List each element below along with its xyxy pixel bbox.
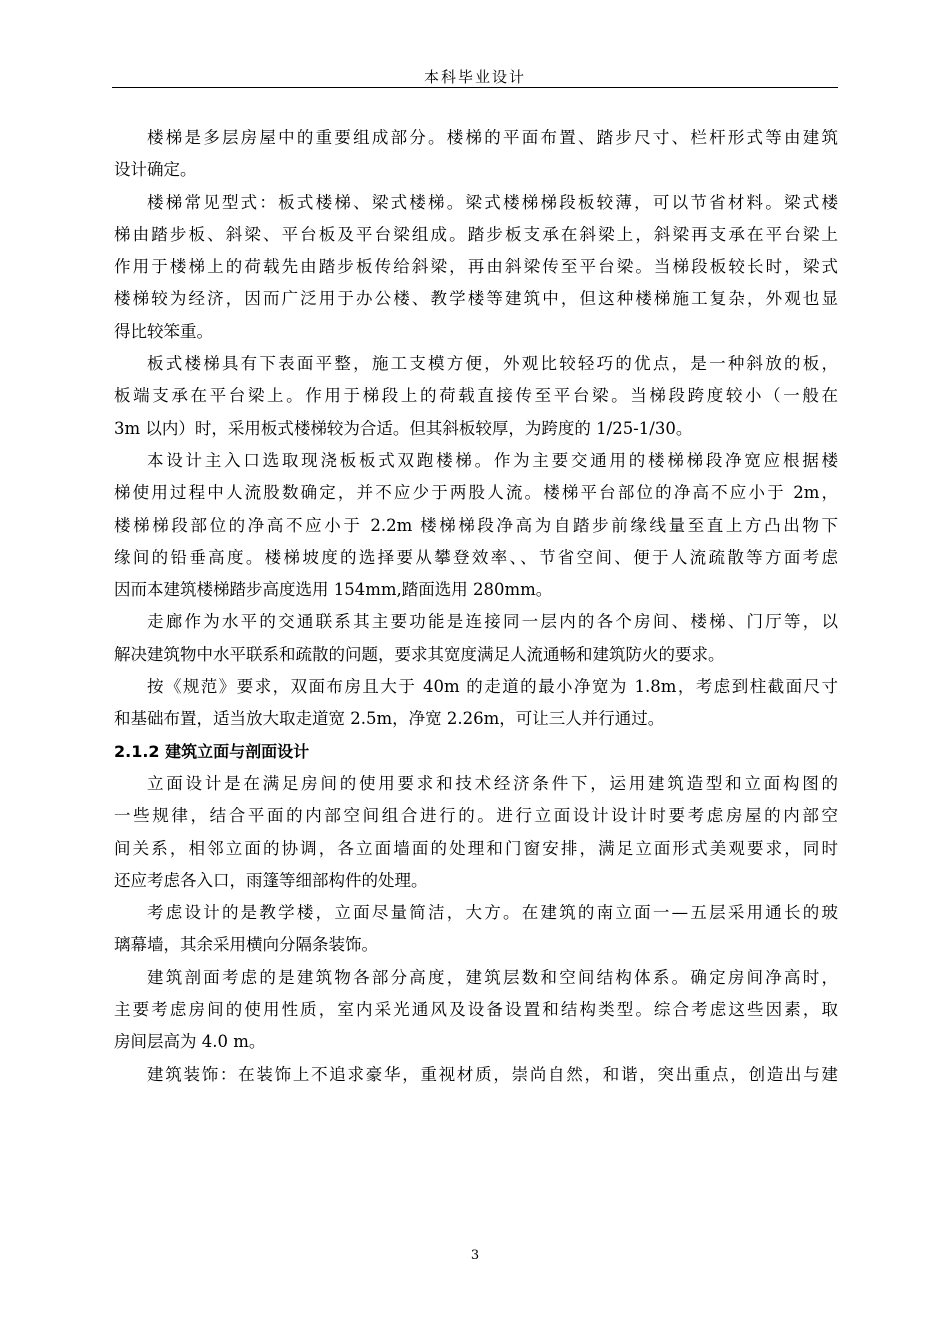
paragraph-corridor-width xyxy=(114,671,838,736)
text-line: 梯由踏步板、斜梁、平台板及平台梁组成。踏步板支承在斜梁上，斜梁再支承在平台梁上 xyxy=(114,224,838,244)
paragraph-stair-types xyxy=(114,187,838,348)
text-line: 房间层高为 4.0 m。 xyxy=(114,1032,266,1052)
text-line: 走廊作为水平的交通联系其主要功能是连接同一层内的各个房间、楼梯、门厅等，以 xyxy=(147,612,838,632)
text-line: 梯使用过程中人流股数确定，并不应少于两股人流。楼梯平台部位的净高不应小于 2m， xyxy=(114,483,838,503)
paragraph-section-design xyxy=(114,962,838,1059)
text-line: 立面设计是在满足房间的使用要求和技术经济条件下，运用建筑造型和立面构图的 xyxy=(147,773,838,793)
text-line: 考虑设计的是教学楼，立面尽量简洁，大方。在建筑的南立面一—五层采用通长的玻 xyxy=(147,903,838,923)
text-line: 建筑剖面考虑的是建筑物各部分高度，建筑层数和空间结构体系。确定房间净高时， xyxy=(147,967,838,987)
paragraph-main-entrance-stairs xyxy=(114,445,838,606)
page-header-title: 本科毕业设计 xyxy=(423,68,526,86)
text-line: 本设计主入口选取现浇板板式双跑楼梯。作为主要交通用的楼梯梯段净宽应根据楼 xyxy=(147,450,838,470)
text-line: 按《规范》要求，双面布房且大于 40m 的走道的最小净宽为 1.8m，考虑到柱截面尺寸 xyxy=(147,677,838,697)
text-line: 作用于楼梯上的荷载先由踏步板传给斜梁，再由斜梁传至平台梁。当梯段板较长时，梁式 xyxy=(114,257,838,277)
text-line: 一些规律，结合平面的内部空间组合进行的。进行立面设计设计时要考虑房屋的内部空 xyxy=(114,806,838,826)
text-line: 璃幕墙，其余采用横向分隔条装饰。 xyxy=(114,935,378,955)
text-line: 缘间的铅垂高度。楼梯坡度的选择要从攀登效率、、节省空间、便于人流疏散等方面考虑 xyxy=(114,547,838,567)
text-line: 3m 以内）时，采用板式楼梯较为合适。但其斜板较厚，为跨度的 1/25-1/30。 xyxy=(114,418,693,438)
paragraph-stairs-intro xyxy=(114,122,838,187)
text-line: 楼梯梯段部位的净高不应小于 2.2m 楼梯梯段净高为自踏步前缘线量至直上方凸出物下 xyxy=(114,515,838,535)
text-line: 还应考虑各入口，雨篷等细部构件的处理。 xyxy=(114,870,428,890)
text-line: 间关系，相邻立面的协调，各立面墙面的处理和门窗安排，满足立面形式美观要求，同时 xyxy=(114,838,838,858)
paragraph-corridor xyxy=(114,606,838,671)
text-line: 板式楼梯具有下表面平整，施工支模方便，外观比较轻巧的优点，是一种斜放的板， xyxy=(147,354,838,374)
text-line: 建筑装饰：在装饰上不追求豪华，重视材质，崇尚自然，和谐，突出重点，创造出与建 xyxy=(147,1064,838,1084)
text-line: 得比较笨重。 xyxy=(114,321,213,341)
section-heading: 2.1.2 建筑立面与剖面设计 xyxy=(114,741,310,761)
text-line: 楼梯较为经济，因而广泛用于办公楼、教学楼等建筑中，但这种楼梯施工复杂，外观也显 xyxy=(114,289,838,309)
text-line: 解决建筑物中水平联系和疏散的问题，要求其宽度满足人流通畅和建筑防火的要求。 xyxy=(114,644,725,664)
paragraph-elevation-design xyxy=(114,768,838,897)
text-line: 因而本建筑楼梯踏步高度选用 154mm,踏面选用 280mm。 xyxy=(114,580,553,600)
text-line: 板端支承在平台梁上。作用于梯段上的荷载直接传至平台梁。当梯段跨度较小（一般在 xyxy=(114,386,838,406)
text-line: 和基础布置，适当放大取走道宽 2.5m，净宽 2.26m，可让三人并行通过。 xyxy=(114,709,665,729)
document-body xyxy=(114,122,838,1091)
paragraph-teaching-building-facade xyxy=(114,897,838,962)
text-line: 楼梯是多层房屋中的重要组成部分。楼梯的平面布置、踏步尺寸、栏杆形式等由建筑 xyxy=(147,128,838,147)
page-number: 3 xyxy=(470,1248,480,1263)
text-line: 主要考虑房间的使用性质，室内采光通风及设备设置和结构类型。综合考虑这些因素，取 xyxy=(114,1000,838,1020)
text-line: 设计确定。 xyxy=(114,160,197,180)
paragraph-decoration xyxy=(114,1059,838,1091)
text-line: 楼梯常见型式：板式楼梯、梁式楼梯。梁式楼梯梯段板较薄，可以节省材料。梁式楼 xyxy=(147,192,838,212)
header-divider xyxy=(112,87,838,88)
paragraph-slab-stairs xyxy=(114,348,838,445)
